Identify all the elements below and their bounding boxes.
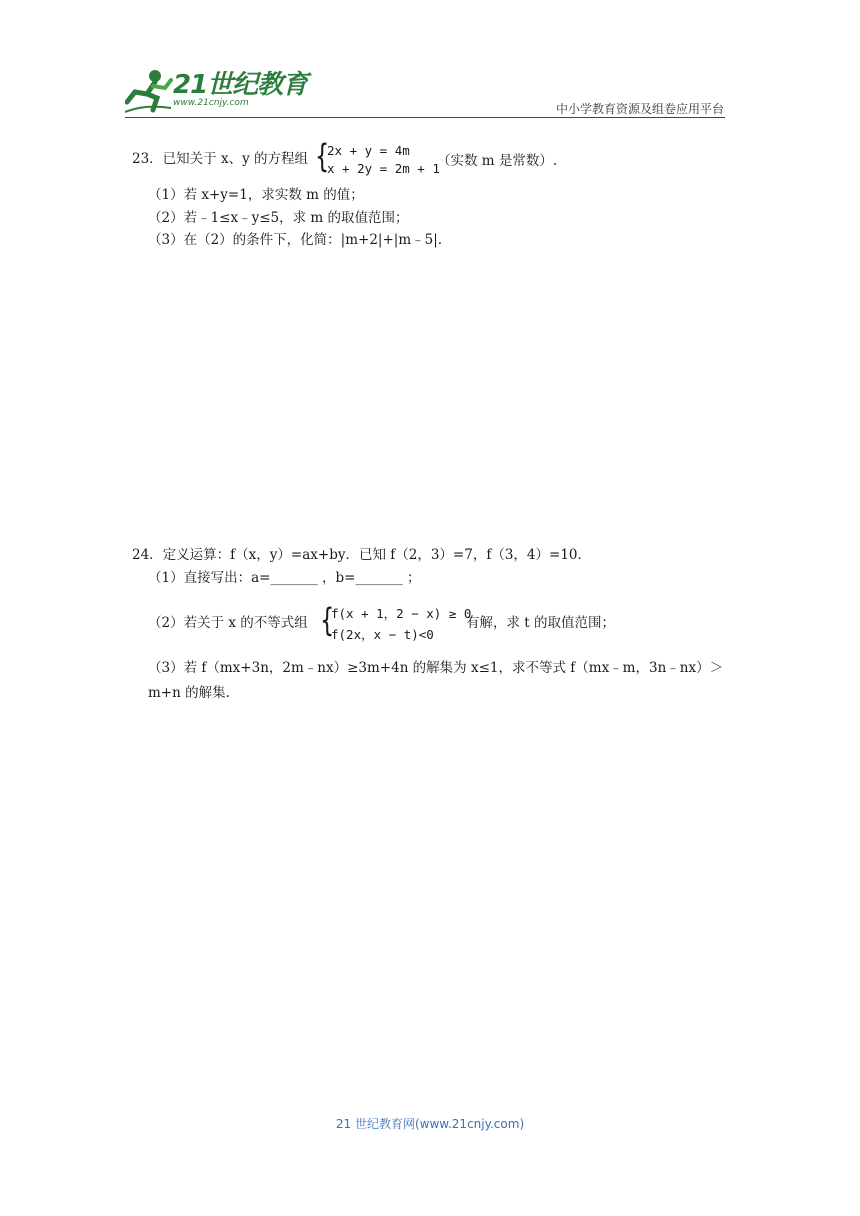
q24-part-3-line-2: m+n 的解集.	[148, 685, 230, 701]
q24-part-1: （1）直接写出：a=_______ ，b=_______ ；	[148, 570, 421, 586]
runner-logo-icon	[125, 68, 173, 114]
q24-inequality-1: f(x + 1，2 − x) ≥ 0	[331, 606, 472, 621]
q24-part-2-prefix: （2）若关于 x 的不等式组	[148, 615, 308, 631]
q23-system-brace: {	[315, 137, 330, 175]
logo-wordmark: 21世纪教育	[173, 70, 308, 100]
logo-url: www.21cnjy.com	[173, 98, 249, 108]
q23-prefix: 23．已知关于 x、y 的方程组	[132, 151, 309, 167]
q24-inequality-2: f(2x，x − t)<0	[331, 627, 434, 642]
q23-part-2: （2）若﹣1≤x﹣y≤5，求 m 的取值范围；	[148, 210, 409, 226]
q24-stem: 24．定义运算：f（x，y）=ax+by．已知 f（2，3）=7，f（3，4）=10．	[132, 547, 591, 563]
site-logo	[125, 68, 308, 118]
q23-equation-1: 2x + y = 4m	[327, 143, 410, 158]
q23-equation-2: x + 2y = 2m + 1	[327, 161, 440, 176]
q23-suffix: （实数 m 是常数）.	[437, 153, 558, 169]
q23-part-3: （3）在（2）的条件下，化简：|m+2|+|m﹣5|.	[148, 232, 443, 248]
header-divider	[125, 117, 725, 118]
header-tagline: 中小学教育资源及组卷应用平台	[555, 102, 724, 116]
q24-system-brace: {	[320, 601, 335, 639]
footer-link[interactable]: 21 世纪教育网(www.21cnjy.com)	[335, 1117, 525, 1131]
q24-part-2-suffix: 有解，求 t 的取值范围；	[466, 615, 616, 631]
q24-part-3-line-1: （3）若 f（mx+3n，2m﹣nx）≥3m+4n 的解集为 x≤1，求不等式 f（mx﹣m，3n﹣nx）＞	[148, 660, 724, 676]
q23-stem	[132, 150, 308, 168]
q23-part-1: （1）若 x+y=1，求实数 m 的值；	[148, 187, 364, 203]
